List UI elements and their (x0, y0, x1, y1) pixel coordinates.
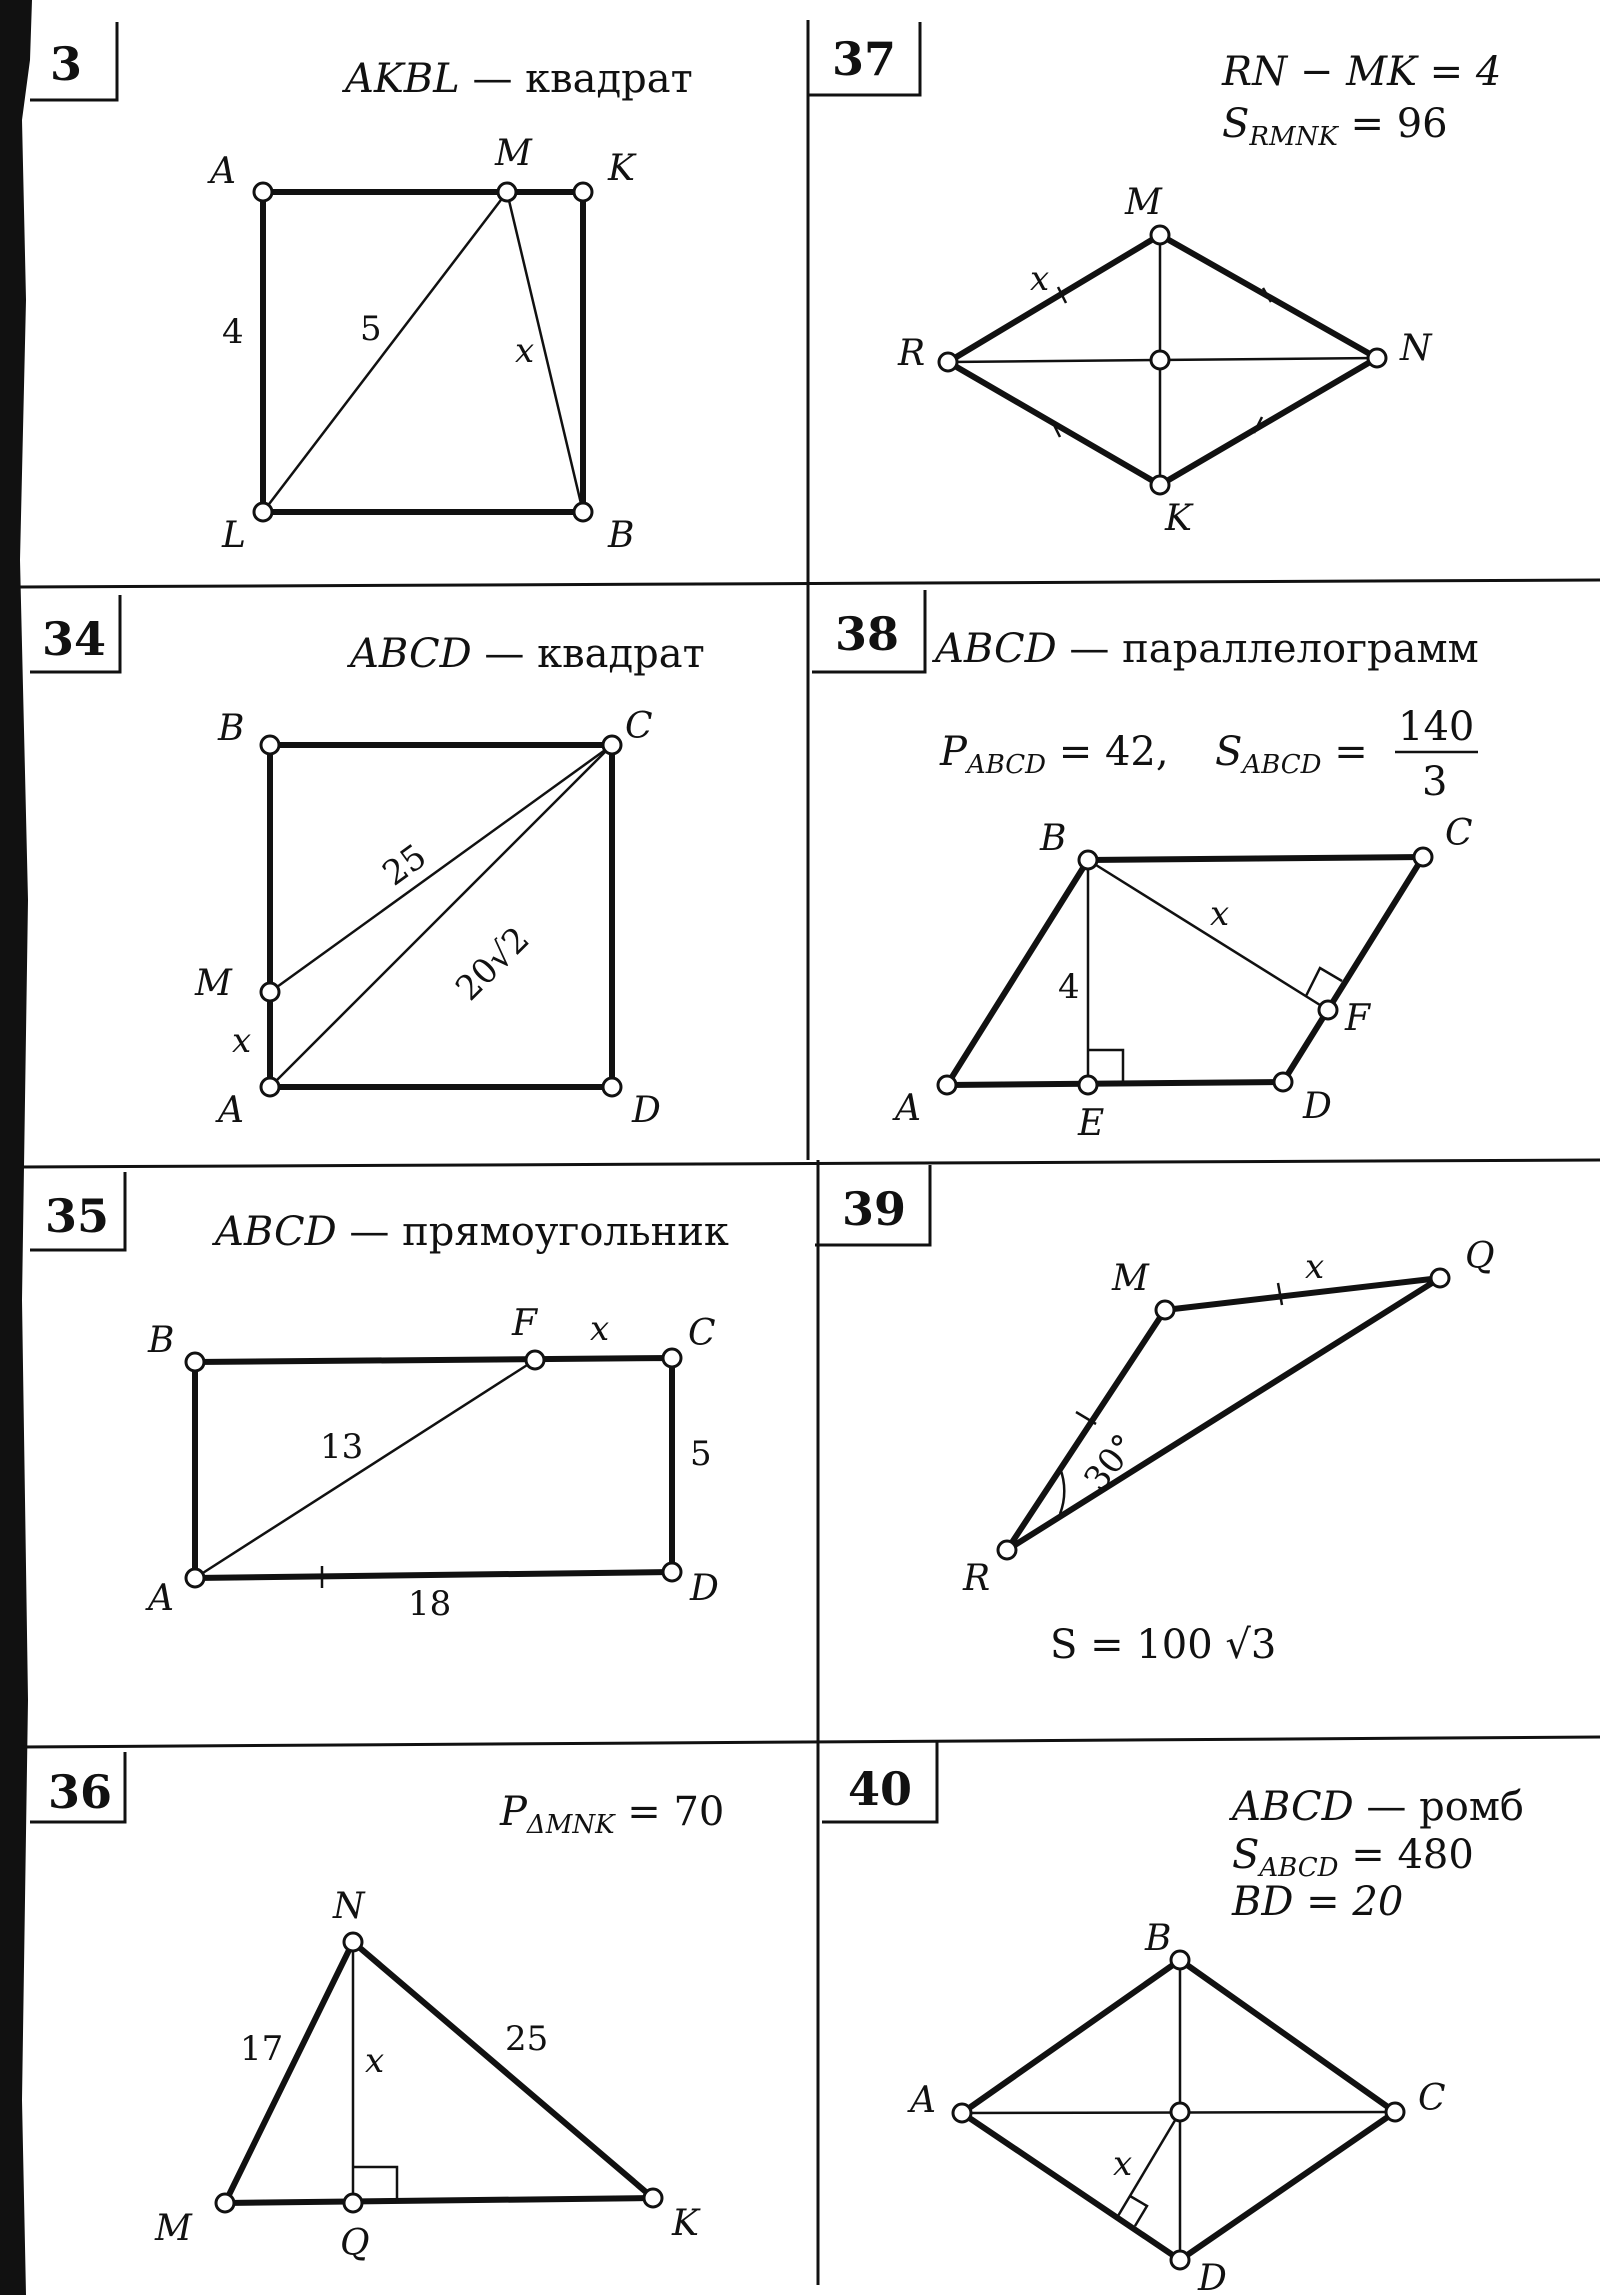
point-label: M (155, 2208, 192, 2249)
problem-number: 3 (50, 37, 83, 91)
point-f (526, 1351, 544, 1369)
measure-label: 25 (505, 2019, 549, 2059)
vertex-a (186, 1569, 204, 1587)
vertex-l (254, 503, 272, 521)
vertex-a (261, 1078, 279, 1096)
problem-number: 39 (842, 1182, 907, 1236)
measure-label: 5 (360, 309, 382, 349)
area-formula: S = 100 √3 (1050, 1622, 1277, 1668)
point-label: C (688, 1313, 716, 1354)
point-label: L (222, 515, 246, 556)
problem-number: 36 (48, 1765, 113, 1819)
vertex-m (498, 183, 516, 201)
problem-condition: RN − MK = 4 (1222, 49, 1502, 95)
point-label: A (218, 1090, 244, 1131)
measure-label: x (1305, 1247, 1325, 1287)
measure-label: x (515, 331, 535, 371)
point-label: K (608, 148, 635, 189)
problem-area: SABCD = (1215, 729, 1368, 780)
point-label: C (625, 706, 653, 747)
segment-ac (270, 745, 612, 1087)
vertex-b (574, 503, 592, 521)
area-numerator: 140 (1398, 704, 1475, 750)
point-label: N (1400, 328, 1432, 369)
vertex-d (603, 1078, 621, 1096)
point-label: D (1198, 2258, 1227, 2295)
point-label: F (512, 1303, 537, 1344)
point-m (261, 983, 279, 1001)
point-label: C (1418, 2078, 1446, 2119)
problem-36 (30, 1752, 724, 2264)
segment-ml (263, 192, 507, 512)
grid-lines (20, 20, 1600, 2285)
problem-3 (30, 22, 693, 556)
point-label: E (1078, 1103, 1105, 1144)
point-label: D (632, 1090, 661, 1131)
point-label: A (895, 1088, 921, 1129)
vertex-a (254, 183, 272, 201)
problem-number: 40 (848, 1762, 913, 1816)
diagonal-intersection (1151, 351, 1169, 369)
measure-label: 4 (1058, 967, 1080, 1007)
problem-number: 37 (832, 32, 897, 86)
vertex-c (663, 1349, 681, 1367)
problem-caption: ABCD — квадрат (350, 631, 705, 677)
triangle-mnk (225, 1942, 653, 2203)
vertex-a (938, 1076, 956, 1094)
vertex-m (1151, 226, 1169, 244)
point-label: M (1125, 182, 1162, 223)
vertex-c (1386, 2103, 1404, 2121)
problem-40 (822, 1742, 1524, 2295)
problem-number: 38 (835, 607, 900, 661)
vertex-m (1156, 1301, 1174, 1319)
vertex-k (574, 183, 592, 201)
point-label: B (1145, 1918, 1172, 1959)
problem-area: SRMNK = 96 (1222, 101, 1448, 152)
area-denominator: 3 (1422, 759, 1448, 805)
measure-label: x (365, 2041, 385, 2081)
vertex-m (216, 2194, 234, 2212)
vertex-k (644, 2189, 662, 2207)
point-label: B (218, 708, 245, 749)
measure-label: 4 (222, 312, 244, 352)
point-label: B (608, 515, 635, 556)
point-label: A (910, 2080, 936, 2121)
point-label: R (898, 333, 926, 374)
point-label: C (1445, 813, 1473, 854)
vertex-a (953, 2104, 971, 2122)
problem-caption: AKBL — квадрат (345, 56, 693, 102)
problem-caption: ABCD — ромб (1232, 1784, 1525, 1830)
measure-label: x (232, 1021, 252, 1061)
point-label: N (333, 1886, 365, 1927)
point-label: R (963, 1558, 991, 1599)
point-f (1319, 1001, 1337, 1019)
right-angle-mark (1130, 2196, 1147, 2226)
problem-35 (30, 1172, 729, 1624)
vertex-r (998, 1541, 1016, 1559)
problem-number: 34 (42, 612, 107, 666)
problem-caption: ABCD — параллелограмм (935, 626, 1479, 672)
problem-39 (815, 1165, 1495, 1668)
measure-label: x (1030, 259, 1050, 299)
problem-37 (808, 22, 1501, 539)
parallelogram-abcd (947, 857, 1423, 1085)
problem-condition: BD = 20 (1232, 1879, 1404, 1925)
measure-label: 20√2 (448, 919, 538, 1009)
angle-arc (1060, 1468, 1064, 1514)
triangle-mqr (1007, 1278, 1440, 1550)
point-label: D (690, 1568, 719, 1609)
point-label: Q (340, 2223, 370, 2264)
measure-label: 5 (690, 1434, 712, 1474)
measure-label: x (1210, 894, 1230, 934)
binding-edge (0, 0, 32, 2295)
point-label: Q (1465, 1236, 1495, 1277)
problem-caption: ABCD — прямоугольник (215, 1209, 729, 1255)
vertex-b (261, 736, 279, 754)
point-label: M (1112, 1258, 1149, 1299)
measure-label: 25 (375, 836, 435, 895)
vertex-b (1171, 1951, 1189, 1969)
point-label: M (195, 963, 232, 1004)
problem-perimeter: PABCD = 42, (940, 729, 1169, 780)
point-label: A (210, 151, 236, 192)
vertex-c (603, 736, 621, 754)
point-label: K (1165, 498, 1192, 539)
vertex-n (344, 1933, 362, 1951)
point-e (1079, 1076, 1097, 1094)
vertex-q (1431, 1269, 1449, 1287)
vertex-c (1414, 848, 1432, 866)
problem-perimeter: PΔMNK = 70 (500, 1789, 725, 1840)
measure-label: 13 (320, 1427, 364, 1467)
height-bf (1088, 860, 1328, 1010)
vertex-k (1151, 476, 1169, 494)
vertex-r (939, 353, 957, 371)
measure-label: x (590, 1309, 610, 1349)
segment-mc (270, 745, 612, 992)
vertex-b (186, 1353, 204, 1371)
point-label: F (1345, 998, 1370, 1039)
measure-label: 18 (408, 1584, 452, 1624)
vertex-d (1171, 2251, 1189, 2269)
point-q (344, 2194, 362, 2212)
segment-af (195, 1360, 535, 1578)
point-label: A (148, 1578, 174, 1619)
problem-34 (30, 595, 705, 1131)
measure-label: 17 (240, 2029, 284, 2069)
point-label: M (495, 133, 532, 174)
point-label: B (1040, 818, 1067, 859)
point-label: B (148, 1320, 175, 1361)
measure-label: 30° (1076, 1426, 1145, 1499)
vertex-d (663, 1563, 681, 1581)
problem-38 (812, 590, 1479, 1144)
problem-area: SABCD = 480 (1232, 1832, 1474, 1883)
point-label: K (672, 2203, 699, 2244)
rectangle-abcd (195, 1358, 672, 1578)
point-label: D (1303, 1086, 1332, 1127)
square-akbl (263, 192, 583, 512)
problem-number: 35 (45, 1189, 110, 1243)
vertex-b (1079, 851, 1097, 869)
vertex-n (1368, 349, 1386, 367)
diagonal-intersection (1171, 2103, 1189, 2121)
vertex-d (1274, 1073, 1292, 1091)
measure-label: x (1113, 2144, 1133, 2184)
